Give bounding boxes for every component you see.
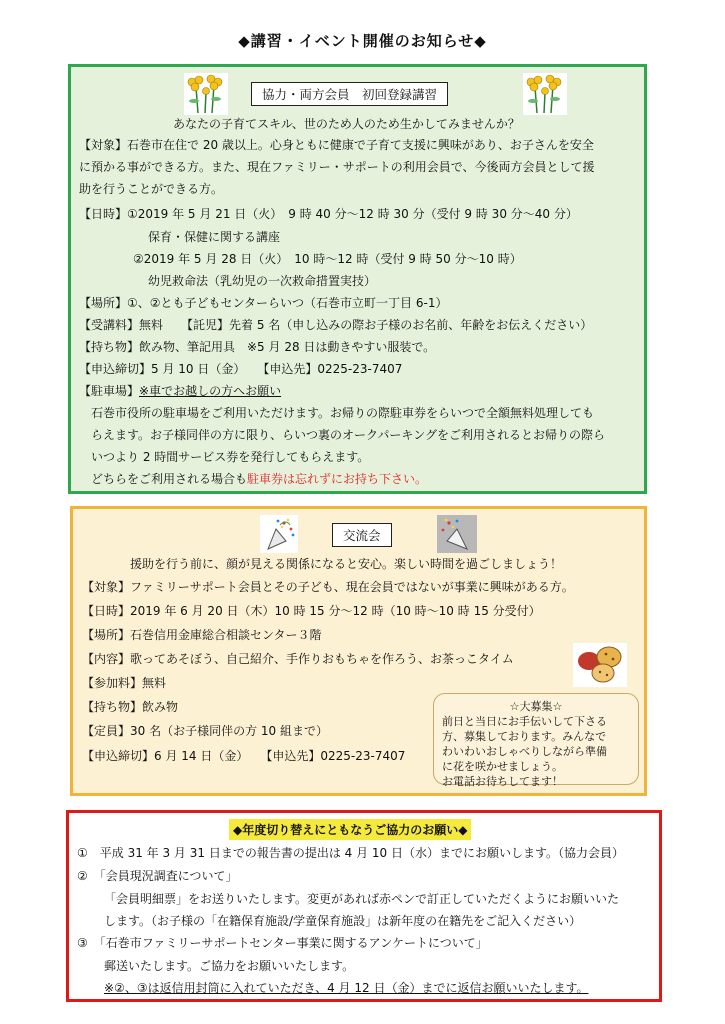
sweets-illustration — [573, 643, 627, 687]
parking-reminder — [91, 471, 427, 487]
exchange-content: 【内容】歌ってあそぼう、自己紹介、手作りおもちゃを作ろう、お茶っこタイム — [82, 652, 514, 666]
exchange-capacity: 【定員】30 名（お子様同伴の方 10 組まで） — [82, 724, 328, 738]
notice-item: ③ 「石巻市ファミリーサポートセンター事業に関するアンケートについて」 — [77, 936, 488, 950]
course-date-2-topic: 幼児救命法（乳幼児の一次救命措置実技） — [148, 274, 377, 288]
exchange-deadline: 【申込締切】6 月 14 日（金） 【申込先】0225-23-7407 — [82, 749, 406, 763]
volunteer-callout — [433, 693, 639, 788]
notice-item: ② 「会員現況調査について」 — [77, 869, 238, 883]
exchange-heading: 交流会 — [332, 523, 392, 547]
course-parking — [79, 383, 281, 399]
page-title: ◆講習・イベント開催のお知らせ◆ — [238, 32, 487, 50]
course-deadline: 【申込締切】5 月 10 日（金） 【申込先】0225-23-7407 — [79, 362, 403, 376]
callout-line: 前日と当日にお手伝いして下さる — [442, 715, 607, 728]
notice-item: ① 平成 31 年 3 月 31 日までの報告書の提出は 4 月 10 日（水）までにお願いします。（協力会員） — [77, 846, 625, 860]
callout-line: わいわいおしゃべりしながら準備 — [442, 745, 607, 758]
parking-detail: いつより 2 時間サービス券を発行してもらえます。 — [91, 450, 370, 464]
course-items: 【持ち物】飲み物、筆記用具 ※5 月 28 日は動きやすい服装で。 — [79, 340, 436, 354]
exchange-panel — [70, 506, 647, 796]
exchange-items: 【持ち物】飲み物 — [82, 700, 179, 714]
course-target-line: 【対象】石巻市在住で 20 歳以上。心身ともに健康で子育て支援に興味があり、お子さんを安全 — [79, 138, 594, 152]
exchange-date: 【日時】2019 年 6 月 20 日（木）10 時 15 分～12 時（10 時～10 時 15 分受付） — [82, 604, 541, 618]
course-fee: 【受講料】無料 【託児】先着 5 名（申し込みの際お子様のお名前、年齢をお伝えください） — [79, 318, 593, 332]
callout-title: ☆大募集☆ — [509, 700, 563, 713]
flower-illustration-left — [184, 73, 228, 115]
notice-heading: ◆年度切り替えにともなうご協力のお願い◆ — [229, 819, 471, 840]
notice-item-detail: 郵送いたします。ご協力をお願いいたします。 — [104, 959, 355, 973]
course-subtitle: あなたの子育てスキル、世のため人のため生かしてみませんか？ — [173, 117, 520, 131]
exchange-subtitle: 援助を行う前に、顔が見える関係になると安心。楽しい時間を過ごしましょう！ — [130, 557, 563, 571]
callout-line: に花を咲かせましょう。 — [442, 760, 563, 773]
flower-illustration-right — [523, 73, 567, 115]
course-place: 【場所】①、②とも子どもセンターらいつ（石巻市立町一丁目 6-1） — [79, 296, 448, 310]
parking-note: ※車でお越しの方へお願い — [139, 384, 282, 398]
party-popper-icon — [437, 515, 477, 553]
callout-line: 方、募集しております。みんなで — [442, 730, 607, 743]
party-popper-icon — [260, 515, 298, 553]
course-target-line: 助を行うことができる方。 — [79, 182, 224, 196]
notice-item-detail: 「会員明細票」をお送りいたします。変更があれば赤ペンで訂正していただくようにお願いいた — [104, 892, 620, 906]
parking-detail: 石巻市役所の駐車場をご利用いただけます。お帰りの際駐車券をらいつで全額無料処理しても — [91, 406, 595, 420]
callout-line: お電話お待ちしてます！ — [442, 775, 563, 788]
exchange-place: 【場所】石巻信用金庫総合相談センター３階 — [82, 628, 322, 642]
course-panel — [68, 64, 647, 494]
parking-reminder-emphasis: 駐車券は忘れずにお持ち下さい。 — [247, 472, 428, 486]
notice-return-note: ※②、③は返信用封筒に入れていただき、4 月 12 日（金）までに返信お願いいたします。 — [104, 981, 589, 995]
notice-item-detail: します。（お子様の「在籍保育施設/学童保育施設」は新年度の在籍先をご記入ください） — [104, 914, 582, 928]
course-target-line: に預かる事ができる方。また、現在ファミリー・サポートの利用会員で、今後両方会員として援 — [79, 160, 595, 174]
notice-panel — [66, 810, 662, 1002]
exchange-target: 【対象】ファミリーサポート会員とその子ども、現在会員ではないが事業に興味がある方。 — [82, 580, 574, 594]
course-heading: 協力・両方会員 初回登録講習 — [251, 82, 448, 106]
course-date-1: 【日時】①2019 年 5 月 21 日（火） 9 時 40 分～12 時 30 分（受付 9 時 30 分～40 分） — [79, 207, 578, 221]
exchange-fee: 【参加料】無料 — [82, 676, 167, 690]
parking-label: 【駐車場】 — [79, 384, 140, 398]
parking-detail: らえます。お子様同伴の方に限り、らいつ裏のオークパーキングをご利用されるとお帰りの際ら — [91, 428, 605, 442]
parking-reminder-text: どちらをご利用される場合も — [91, 472, 248, 486]
course-date-1-topic: 保育・保健に関する講座 — [148, 230, 281, 244]
course-date-2: ②2019 年 5 月 28 日（火） 10 時～12 時（受付 9 時 50 分～10 時） — [133, 252, 522, 266]
